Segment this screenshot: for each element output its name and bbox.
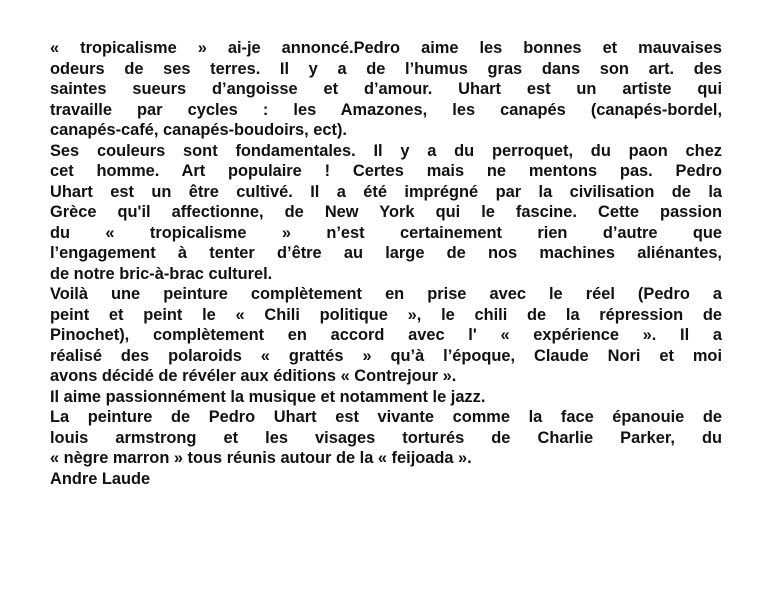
text-line: cet homme. Art populaire ! Certes mais ne mentons pas. Pedro bbox=[50, 162, 722, 180]
text-line: avons décidé de révéler aux éditions « Contrejour ». bbox=[50, 367, 457, 385]
text-line: La peinture de Pedro Uhart est vivante comme la face épanouie de bbox=[50, 408, 722, 426]
text-line: de notre bric-à-brac culturel. bbox=[50, 264, 273, 283]
text-line: Uhart est un être cultivé. Il a été imprégné par la civilisation de la bbox=[50, 182, 722, 201]
text-line: Ses couleurs sont fondamentales. Il y a du perroquet, du paon chez bbox=[50, 141, 722, 160]
text-line: « tropicalisme » ai-je annoncé.Pedro aime les bonnes et mauvaises bbox=[50, 39, 722, 57]
text-line: l’engagement à tenter d’être au large de nos machines aliénantes, bbox=[50, 244, 722, 262]
author-signature: Andre Laude bbox=[50, 469, 151, 488]
text-line: Il aime passionnément la musique et notamment le jazz. bbox=[50, 387, 486, 406]
text-line: travaille par cycles : les Amazones, les canapés (canapés-bordel, bbox=[50, 100, 722, 119]
text-line: Voilà une peinture complètement en prise avec le réel (Pedro a bbox=[50, 285, 722, 303]
text-line: du « tropicalisme » n’est certainement rien d’autre que bbox=[50, 223, 722, 242]
text-line: « nègre marron » tous réunis autour de la « feijoada ». bbox=[50, 449, 472, 467]
text-line: saintes sueurs d’angoisse et d’amour. Uhart est un artiste qui bbox=[50, 80, 722, 98]
text-line: odeurs de ses terres. Il y a de l’humus gras dans son art. des bbox=[50, 59, 722, 78]
text-line: Pinochet), complètement en accord avec l' « expérience ». Il a bbox=[50, 326, 722, 344]
text-line: louis armstrong et les visages torturés de Charlie Parker, du bbox=[50, 428, 722, 447]
text-line: canapés-café, canapés-boudoirs, ect). bbox=[50, 121, 347, 139]
text-line: peint et peint le « Chili politique », le chili de la répression de bbox=[50, 305, 722, 324]
document-page bbox=[50, 38, 722, 489]
text-line: réalisé des polaroids « grattés » qu’à l’époque, Claude Nori et moi bbox=[50, 346, 722, 365]
text-line: Grèce qu'il affectionne, de New York qui le fascine. Cette passion bbox=[50, 203, 722, 221]
